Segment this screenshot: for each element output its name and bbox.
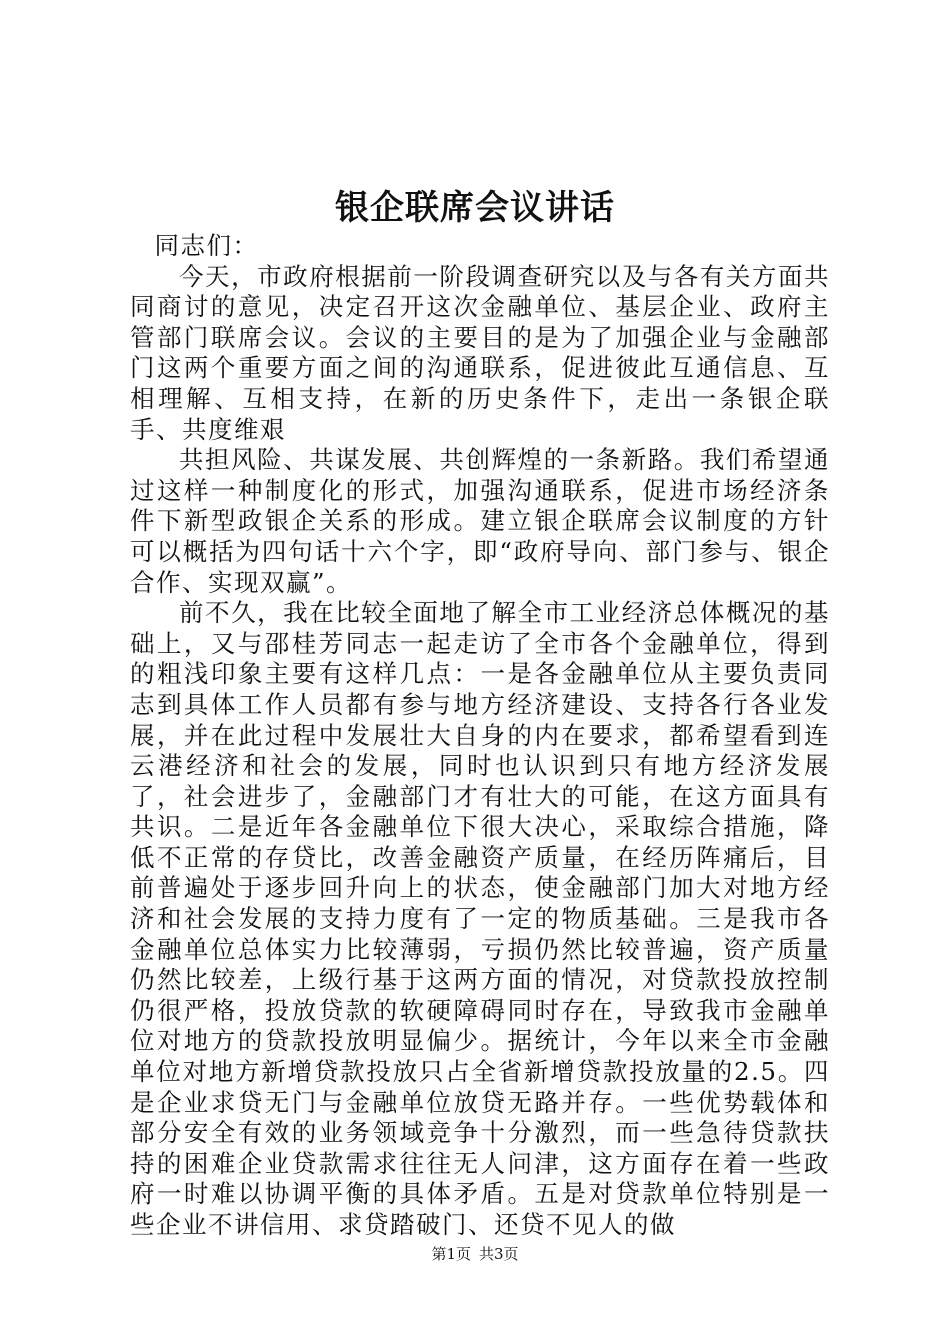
paragraph-2: 共担风险、共谋发展、共创辉煌的一条新路。我们希望通过这样一种制度化的形式，加强沟通联系，促进市场经济条件下新型政银企关系的形成。建立银企联席会议制度的方针可以概括为四句话十六个字，即“政府导向、部门参与、银企合作、实现双赢”。 (130, 445, 830, 597)
document-title: 银企联席会议讲话 (335, 188, 615, 228)
salutation: 同志们： (154, 231, 259, 260)
page-number: 第1页 (431, 1245, 471, 1263)
paragraph-1: 今天，市政府根据前一阶段调查研究以及与各有关方面共同商讨的意见，决定召开这次金融单位、基层企业、政府主管部门联席会议。会议的主要目的是为了加强企业与金融部门这两个重要方面之间的沟通联系，促进彼此互通信息、互相理解、互相支持，在新的历史条件下，走出一条银企联手、共度维艰 (130, 261, 830, 444)
document-body (130, 231, 830, 1241)
paragraph-3: 前不久，我在比较全面地了解全市工业经济总体概况的基础上，又与邵桂芳同志一起走访了全市各个金融单位，得到的粗浅印象主要有这样几点：一是各金融单位从主要负责同志到具体工作人员都有参与地方经济建设、支持各行各业发展，并在此过程中发展壮大自身的内在要求，都希望看到连云港经济和社会的发展，同时也认识到只有地方经济发展了，社会进步了，金融部门才有壮大的可能，在这方面具有共识。二是近年各金融单位下很大决心，采取综合措施，降低不正常的存贷比，改善金融资产质量，在经历阵痛后，目前普遍处于逐步回升向上的状态，使金融部门加大对地方经济和社会发展的支持力度有了一定的物质基础。三是我市各金融单位总体实力比较薄弱，亏损仍然比较普遍，资产质量仍然比较差，上级行基于这两方面的情况，对贷款投放控制仍很严格，投放贷款的软硬障碍同时存在，导致我市金融单位对地方的贷款投放明显偏少。据统计，今年以来全市金融单位对地方新增贷款投放只占全省新增贷款投放量的2.5。四是企业求贷无门与金融单位放贷无路并存。一些优势载体和部分安全有效的业务领域竞争十分激烈，而一些急待贷款扶持的困难企业贷款需求往往无人问津，这方面存在着一些政府一时难以协调平衡的具体矛盾。五是对贷款单位特别是一些企业不讲信用、求贷踏破门、还贷不见人的做 (130, 598, 830, 1239)
page-total: 共3页 (479, 1245, 519, 1263)
page-footer (0, 1244, 950, 1264)
